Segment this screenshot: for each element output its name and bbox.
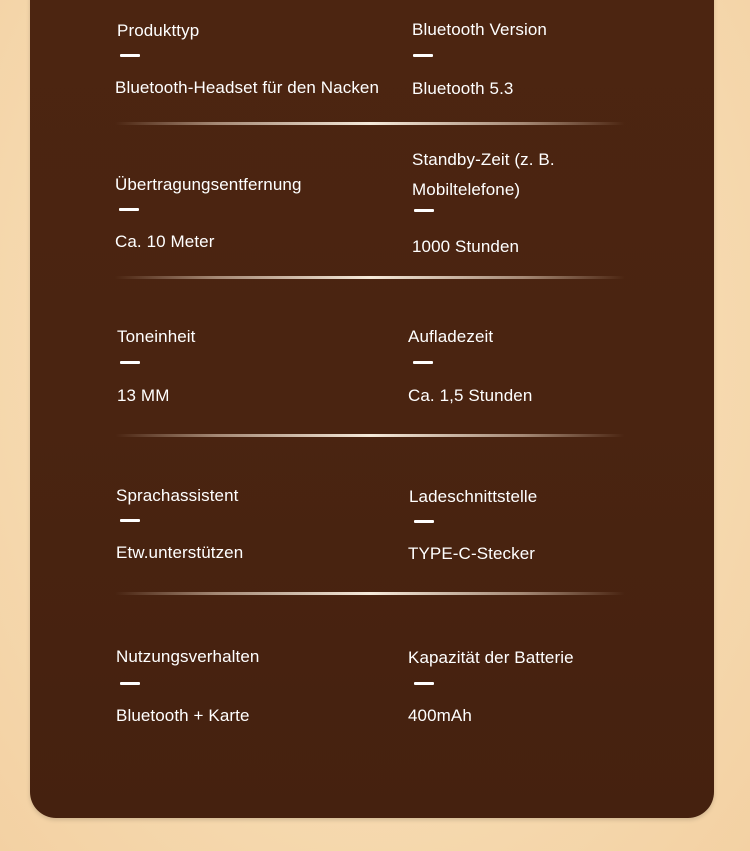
spec-toneinheit xyxy=(117,322,196,407)
row-divider xyxy=(115,592,625,595)
spec-label: Nutzungsverhalten xyxy=(116,647,260,666)
spec-value: 1000 Stunden xyxy=(412,237,520,256)
separator-dash xyxy=(413,361,433,364)
row-divider xyxy=(115,434,625,437)
spec-aufladezeit xyxy=(408,322,532,407)
spec-value: Ca. 10 Meter xyxy=(115,232,215,251)
separator-dash xyxy=(119,208,139,211)
row-divider xyxy=(115,276,625,279)
spec-produkttyp xyxy=(117,16,379,99)
spec-kapazitaet-batterie xyxy=(408,643,574,727)
spec-nutzungsverhalten xyxy=(116,642,259,727)
separator-dash xyxy=(120,519,140,522)
spec-value: Ca. 1,5 Stunden xyxy=(408,386,533,405)
spec-value: Etw.unterstützen xyxy=(116,543,244,562)
separator-dash xyxy=(120,361,140,364)
separator-dash xyxy=(120,682,140,685)
separator-dash xyxy=(414,520,434,523)
spec-ladeschnittstelle xyxy=(409,482,537,565)
spec-label: Kapazität der Batterie xyxy=(408,648,574,667)
separator-dash xyxy=(120,54,140,57)
spec-value: Bluetooth 5.3 xyxy=(412,79,514,98)
separator-dash xyxy=(414,209,434,212)
spec-value: Bluetooth-Headset für den Nacken xyxy=(115,78,380,97)
spec-label: Aufladezeit xyxy=(408,327,494,346)
separator-dash xyxy=(414,682,434,685)
spec-uebertragungsentfernung xyxy=(115,170,302,253)
spec-value: Bluetooth + Karte xyxy=(116,706,250,725)
spec-label: Bluetooth Version xyxy=(412,20,547,39)
spec-sprachassistent xyxy=(116,481,243,564)
spec-label: Übertragungsentfernung xyxy=(115,175,302,194)
spec-label: Sprachassistent xyxy=(116,486,239,505)
spec-value: 13 MM xyxy=(117,386,170,405)
spec-label: Produkttyp xyxy=(117,21,200,40)
spec-label: Standby-Zeit (z. B. Mobiltelefone) xyxy=(412,150,555,199)
spec-label: Toneinheit xyxy=(117,327,196,346)
spec-value: 400mAh xyxy=(408,706,472,725)
spec-standby-zeit xyxy=(412,145,612,258)
separator-dash xyxy=(413,54,433,57)
spec-label: Ladeschnittstelle xyxy=(409,487,538,506)
spec-value: TYPE-C-Stecker xyxy=(408,544,536,563)
row-divider xyxy=(115,122,625,125)
spec-bluetooth-version xyxy=(412,15,547,100)
